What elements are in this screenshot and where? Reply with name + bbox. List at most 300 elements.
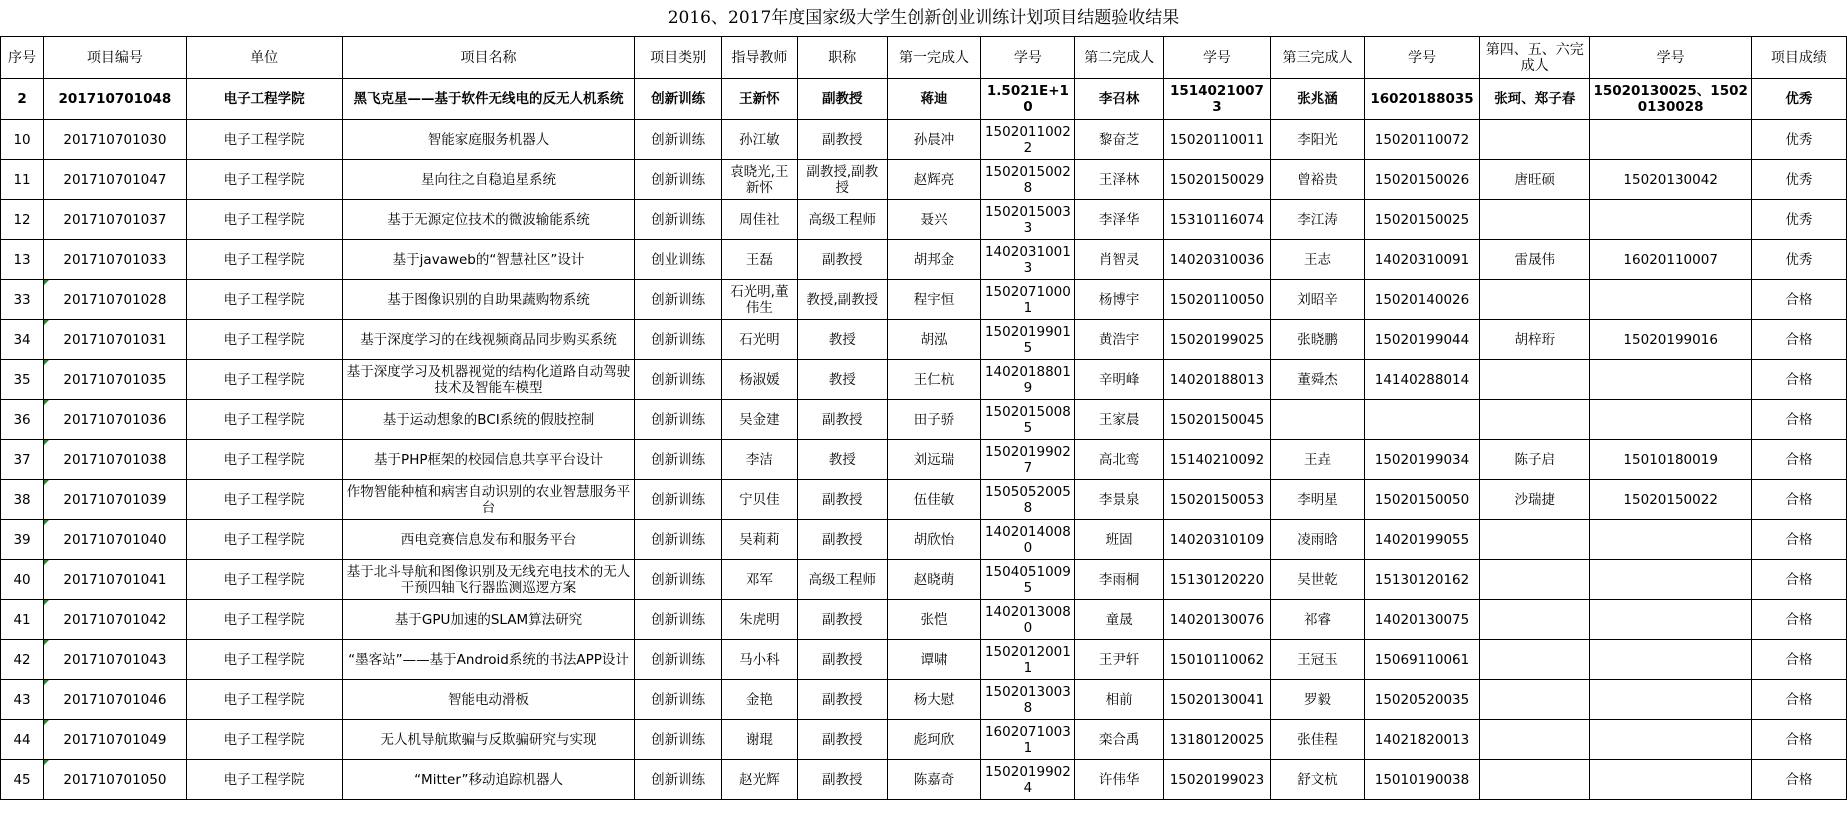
cell-project-id[interactable]: 201710701035 [44, 360, 187, 400]
cell-grade[interactable]: 合格 [1751, 360, 1846, 400]
cell-member3-id[interactable]: 14020130075 [1365, 600, 1480, 640]
cell-member2[interactable]: 许伟华 [1075, 760, 1163, 800]
cell-grade[interactable]: 优秀 [1751, 120, 1846, 160]
cell-member456[interactable] [1479, 360, 1590, 400]
cell-category[interactable]: 创新训练 [635, 400, 721, 440]
cell-title[interactable]: 高级工程师 [797, 200, 887, 240]
cell-member456[interactable] [1479, 560, 1590, 600]
cell-project-id[interactable]: 201710701048 [44, 79, 187, 120]
col-header-category[interactable]: 项目类别 [635, 37, 721, 79]
cell-grade[interactable]: 合格 [1751, 640, 1846, 680]
cell-member3[interactable] [1271, 400, 1365, 440]
cell-member2-id[interactable]: 15020150029 [1163, 160, 1270, 200]
cell-member456-id[interactable]: 15020130025、15020130028 [1590, 79, 1751, 120]
cell-project-id[interactable]: 201710701037 [44, 200, 187, 240]
cell-category[interactable]: 创业训练 [635, 240, 721, 280]
cell-project-name[interactable]: “墨客站”——基于Android系统的书法APP设计 [342, 640, 635, 680]
cell-member2[interactable]: 杨博宇 [1075, 280, 1163, 320]
cell-member456[interactable]: 沙瑞捷 [1479, 480, 1590, 520]
cell-advisor[interactable]: 金艳 [721, 680, 797, 720]
cell-member1[interactable]: 聂兴 [887, 200, 981, 240]
cell-project-id[interactable]: 201710701042 [44, 600, 187, 640]
cell-advisor[interactable]: 王磊 [721, 240, 797, 280]
cell-seq[interactable]: 43 [1, 680, 44, 720]
cell-member3[interactable]: 凌雨晗 [1271, 520, 1365, 560]
cell-project-name[interactable]: 无人机导航欺骗与反欺骗研究与实现 [342, 720, 635, 760]
cell-unit[interactable]: 电子工程学院 [186, 280, 342, 320]
cell-member3-id[interactable]: 15020140026 [1365, 280, 1480, 320]
cell-member3-id[interactable]: 15020150025 [1365, 200, 1480, 240]
cell-member1[interactable]: 伍佳敏 [887, 480, 981, 520]
cell-advisor[interactable]: 吴金建 [721, 400, 797, 440]
cell-member2-id[interactable]: 15020150053 [1163, 480, 1270, 520]
cell-project-id[interactable]: 201710701030 [44, 120, 187, 160]
col-header-seq[interactable]: 序号 [1, 37, 44, 79]
cell-project-name[interactable]: 基于运动想象的BCI系统的假肢控制 [342, 400, 635, 440]
cell-member1[interactable]: 胡邦金 [887, 240, 981, 280]
cell-project-id[interactable]: 201710701033 [44, 240, 187, 280]
cell-member456-id[interactable] [1590, 640, 1751, 680]
cell-member3-id[interactable] [1365, 400, 1480, 440]
cell-seq[interactable]: 44 [1, 720, 44, 760]
cell-member456-id[interactable]: 15020199016 [1590, 320, 1751, 360]
cell-member1[interactable]: 陈嘉奇 [887, 760, 981, 800]
cell-advisor[interactable]: 王新怀 [721, 79, 797, 120]
cell-member456[interactable] [1479, 720, 1590, 760]
cell-advisor[interactable]: 谢琨 [721, 720, 797, 760]
cell-member1-id[interactable]: 15020150028 [981, 160, 1075, 200]
cell-grade[interactable]: 合格 [1751, 280, 1846, 320]
cell-title[interactable]: 副教授 [797, 640, 887, 680]
cell-member2[interactable]: 班固 [1075, 520, 1163, 560]
cell-project-name[interactable]: 基于深度学习的在线视频商品同步购买系统 [342, 320, 635, 360]
cell-member2-id[interactable]: 15310116074 [1163, 200, 1270, 240]
cell-seq[interactable]: 34 [1, 320, 44, 360]
cell-project-id[interactable]: 201710701047 [44, 160, 187, 200]
cell-grade[interactable]: 合格 [1751, 480, 1846, 520]
cell-category[interactable]: 创新训练 [635, 160, 721, 200]
cell-seq[interactable]: 39 [1, 520, 44, 560]
cell-member2-id[interactable]: 14020130076 [1163, 600, 1270, 640]
cell-member1[interactable]: 彪珂欣 [887, 720, 981, 760]
cell-unit[interactable]: 电子工程学院 [186, 520, 342, 560]
cell-member2-id[interactable]: 15010110062 [1163, 640, 1270, 680]
cell-category[interactable]: 创新训练 [635, 760, 721, 800]
col-header-grade[interactable]: 项目成绩 [1751, 37, 1846, 79]
cell-member3-id[interactable]: 14021820013 [1365, 720, 1480, 760]
cell-member3-id[interactable]: 15010190038 [1365, 760, 1480, 800]
cell-member1-id[interactable]: 15020130038 [981, 680, 1075, 720]
cell-grade[interactable]: 合格 [1751, 440, 1846, 480]
cell-grade[interactable]: 合格 [1751, 760, 1846, 800]
cell-project-id[interactable]: 201710701039 [44, 480, 187, 520]
cell-title[interactable]: 副教授 [797, 720, 887, 760]
cell-unit[interactable]: 电子工程学院 [186, 560, 342, 600]
cell-project-id[interactable]: 201710701046 [44, 680, 187, 720]
cell-member2[interactable]: 李召林 [1075, 79, 1163, 120]
cell-project-id[interactable]: 201710701036 [44, 400, 187, 440]
cell-advisor[interactable]: 朱虎明 [721, 600, 797, 640]
cell-member1-id[interactable]: 15020150085 [981, 400, 1075, 440]
cell-title[interactable]: 副教授 [797, 120, 887, 160]
cell-member2[interactable]: 李泽华 [1075, 200, 1163, 240]
cell-member456-id[interactable]: 15020150022 [1590, 480, 1751, 520]
cell-member2[interactable]: 李雨桐 [1075, 560, 1163, 600]
col-header-member3-id[interactable]: 学号 [1365, 37, 1480, 79]
cell-title[interactable]: 教授 [797, 360, 887, 400]
cell-member456[interactable] [1479, 600, 1590, 640]
cell-title[interactable]: 副教授,副教授 [797, 160, 887, 200]
cell-grade[interactable]: 优秀 [1751, 160, 1846, 200]
cell-unit[interactable]: 电子工程学院 [186, 760, 342, 800]
cell-member1[interactable]: 赵晓萌 [887, 560, 981, 600]
cell-title[interactable]: 教授,副教授 [797, 280, 887, 320]
cell-member3[interactable]: 董舜杰 [1271, 360, 1365, 400]
cell-member2[interactable]: 王尹轩 [1075, 640, 1163, 680]
cell-unit[interactable]: 电子工程学院 [186, 360, 342, 400]
cell-member2-id[interactable]: 15140210092 [1163, 440, 1270, 480]
cell-member456[interactable]: 雷晟伟 [1479, 240, 1590, 280]
cell-category[interactable]: 创新训练 [635, 120, 721, 160]
cell-member1[interactable]: 胡泓 [887, 320, 981, 360]
cell-member456-id[interactable] [1590, 520, 1751, 560]
col-header-project-id[interactable]: 项目编号 [44, 37, 187, 79]
cell-member3[interactable]: 李江涛 [1271, 200, 1365, 240]
cell-title[interactable]: 副教授 [797, 760, 887, 800]
cell-seq[interactable]: 33 [1, 280, 44, 320]
cell-seq[interactable]: 2 [1, 79, 44, 120]
cell-member2[interactable]: 黎奋芝 [1075, 120, 1163, 160]
cell-advisor[interactable]: 孙江敏 [721, 120, 797, 160]
cell-grade[interactable]: 合格 [1751, 520, 1846, 560]
cell-member2-id[interactable]: 15140210073 [1163, 79, 1270, 120]
cell-member3-id[interactable]: 15020150026 [1365, 160, 1480, 200]
cell-member456[interactable] [1479, 640, 1590, 680]
cell-member1-id[interactable]: 15020120011 [981, 640, 1075, 680]
cell-member3-id[interactable]: 15069110061 [1365, 640, 1480, 680]
cell-member2-id[interactable]: 15020199025 [1163, 320, 1270, 360]
cell-unit[interactable]: 电子工程学院 [186, 640, 342, 680]
cell-member2-id[interactable]: 13180120025 [1163, 720, 1270, 760]
cell-title[interactable]: 副教授 [797, 240, 887, 280]
cell-member456[interactable] [1479, 520, 1590, 560]
cell-project-name[interactable]: “Mitter”移动追踪机器人 [342, 760, 635, 800]
cell-member456-id[interactable] [1590, 560, 1751, 600]
cell-member2[interactable]: 辛明峰 [1075, 360, 1163, 400]
cell-advisor[interactable]: 石光明 [721, 320, 797, 360]
cell-member456[interactable]: 胡梓珩 [1479, 320, 1590, 360]
cell-category[interactable]: 创新训练 [635, 680, 721, 720]
cell-project-id[interactable]: 201710701038 [44, 440, 187, 480]
cell-category[interactable]: 创新训练 [635, 560, 721, 600]
cell-category[interactable]: 创新训练 [635, 520, 721, 560]
cell-member456-id[interactable]: 16020110007 [1590, 240, 1751, 280]
cell-member1-id[interactable]: 15050520058 [981, 480, 1075, 520]
cell-project-name[interactable]: 智能电动滑板 [342, 680, 635, 720]
cell-member2[interactable]: 王家晨 [1075, 400, 1163, 440]
cell-member1-id[interactable]: 14020140080 [981, 520, 1075, 560]
cell-member2-id[interactable]: 15130120220 [1163, 560, 1270, 600]
cell-member456-id[interactable] [1590, 360, 1751, 400]
cell-member3-id[interactable]: 14020199055 [1365, 520, 1480, 560]
cell-member3-id[interactable]: 14140288014 [1365, 360, 1480, 400]
cell-member1[interactable]: 赵辉亮 [887, 160, 981, 200]
cell-project-name[interactable]: 基于javaweb的“智慧社区”设计 [342, 240, 635, 280]
cell-seq[interactable]: 12 [1, 200, 44, 240]
cell-member456[interactable]: 唐旺硕 [1479, 160, 1590, 200]
cell-member456[interactable] [1479, 680, 1590, 720]
cell-member1[interactable]: 王仁杭 [887, 360, 981, 400]
cell-member456-id[interactable] [1590, 400, 1751, 440]
cell-member3[interactable]: 张兆涵 [1271, 79, 1365, 120]
cell-seq[interactable]: 42 [1, 640, 44, 680]
cell-advisor[interactable]: 宁贝佳 [721, 480, 797, 520]
cell-unit[interactable]: 电子工程学院 [186, 600, 342, 640]
cell-title[interactable]: 副教授 [797, 480, 887, 520]
cell-member1-id[interactable]: 14020310013 [981, 240, 1075, 280]
cell-member456[interactable] [1479, 400, 1590, 440]
col-header-member3[interactable]: 第三完成人 [1271, 37, 1365, 79]
cell-member2-id[interactable]: 15020110011 [1163, 120, 1270, 160]
cell-advisor[interactable]: 赵光辉 [721, 760, 797, 800]
cell-unit[interactable]: 电子工程学院 [186, 480, 342, 520]
cell-member2[interactable]: 李景泉 [1075, 480, 1163, 520]
cell-unit[interactable]: 电子工程学院 [186, 120, 342, 160]
cell-member3[interactable]: 张晓鹏 [1271, 320, 1365, 360]
cell-member1[interactable]: 张恺 [887, 600, 981, 640]
cell-seq[interactable]: 13 [1, 240, 44, 280]
cell-title[interactable]: 高级工程师 [797, 560, 887, 600]
cell-project-name[interactable]: 星向往之自稳追星系统 [342, 160, 635, 200]
cell-seq[interactable]: 38 [1, 480, 44, 520]
cell-advisor[interactable]: 杨淑媛 [721, 360, 797, 400]
cell-member2[interactable]: 栾合禹 [1075, 720, 1163, 760]
cell-title[interactable]: 副教授 [797, 680, 887, 720]
cell-member456-id[interactable] [1590, 760, 1751, 800]
cell-member1-id[interactable]: 14020188019 [981, 360, 1075, 400]
cell-member2[interactable]: 相前 [1075, 680, 1163, 720]
cell-unit[interactable]: 电子工程学院 [186, 240, 342, 280]
cell-category[interactable]: 创新训练 [635, 480, 721, 520]
cell-member1[interactable]: 田子骄 [887, 400, 981, 440]
cell-grade[interactable]: 合格 [1751, 400, 1846, 440]
cell-member1[interactable]: 胡欣怡 [887, 520, 981, 560]
cell-grade[interactable]: 优秀 [1751, 240, 1846, 280]
cell-member1[interactable]: 刘远瑞 [887, 440, 981, 480]
col-header-member1[interactable]: 第一完成人 [887, 37, 981, 79]
cell-category[interactable]: 创新训练 [635, 360, 721, 400]
cell-project-id[interactable]: 201710701041 [44, 560, 187, 600]
cell-category[interactable]: 创新训练 [635, 280, 721, 320]
cell-unit[interactable]: 电子工程学院 [186, 79, 342, 120]
cell-category[interactable]: 创新训练 [635, 200, 721, 240]
cell-seq[interactable]: 40 [1, 560, 44, 600]
cell-category[interactable]: 创新训练 [635, 640, 721, 680]
cell-member3[interactable]: 罗毅 [1271, 680, 1365, 720]
cell-advisor[interactable]: 李洁 [721, 440, 797, 480]
col-header-title[interactable]: 职称 [797, 37, 887, 79]
cell-project-name[interactable]: 基于GPU加速的SLAM算法研究 [342, 600, 635, 640]
cell-unit[interactable]: 电子工程学院 [186, 720, 342, 760]
cell-project-id[interactable]: 201710701028 [44, 280, 187, 320]
cell-member456-id[interactable] [1590, 720, 1751, 760]
cell-unit[interactable]: 电子工程学院 [186, 200, 342, 240]
col-header-advisor[interactable]: 指导教师 [721, 37, 797, 79]
cell-member456[interactable] [1479, 120, 1590, 160]
cell-member2[interactable]: 高北鸾 [1075, 440, 1163, 480]
cell-member1[interactable]: 杨大慰 [887, 680, 981, 720]
cell-title[interactable]: 教授 [797, 440, 887, 480]
cell-project-id[interactable]: 201710701050 [44, 760, 187, 800]
cell-grade[interactable]: 合格 [1751, 600, 1846, 640]
cell-title[interactable]: 副教授 [797, 79, 887, 120]
cell-title[interactable]: 副教授 [797, 520, 887, 560]
cell-member3-id[interactable]: 15130120162 [1365, 560, 1480, 600]
cell-member3[interactable]: 李明星 [1271, 480, 1365, 520]
cell-member2-id[interactable]: 14020188013 [1163, 360, 1270, 400]
cell-member1[interactable]: 孙晨冲 [887, 120, 981, 160]
cell-unit[interactable]: 电子工程学院 [186, 680, 342, 720]
cell-member2[interactable]: 肖智灵 [1075, 240, 1163, 280]
cell-member1-id[interactable]: 15020199024 [981, 760, 1075, 800]
cell-category[interactable]: 创新训练 [635, 79, 721, 120]
col-header-member1-id[interactable]: 学号 [981, 37, 1075, 79]
cell-project-name[interactable]: 基于北斗导航和图像识别及无线充电技术的无人干预四轴飞行器监测巡逻方案 [342, 560, 635, 600]
cell-project-id[interactable]: 201710701049 [44, 720, 187, 760]
cell-member456-id[interactable]: 15020130042 [1590, 160, 1751, 200]
cell-member456-id[interactable] [1590, 200, 1751, 240]
cell-member456[interactable]: 张珂、郑子春 [1479, 79, 1590, 120]
cell-project-name[interactable]: 黑飞克星——基于软件无线电的反无人机系统 [342, 79, 635, 120]
cell-unit[interactable]: 电子工程学院 [186, 400, 342, 440]
cell-unit[interactable]: 电子工程学院 [186, 160, 342, 200]
cell-project-name[interactable]: 智能家庭服务机器人 [342, 120, 635, 160]
cell-member2[interactable]: 童晟 [1075, 600, 1163, 640]
cell-advisor[interactable]: 吴莉莉 [721, 520, 797, 560]
cell-member3-id[interactable]: 15020199034 [1365, 440, 1480, 480]
cell-member3[interactable]: 刘昭辛 [1271, 280, 1365, 320]
cell-member2-id[interactable]: 15020150045 [1163, 400, 1270, 440]
cell-member456-id[interactable]: 15010180019 [1590, 440, 1751, 480]
cell-project-name[interactable]: 作物智能种植和病害自动识别的农业智慧服务平台 [342, 480, 635, 520]
cell-member1[interactable]: 程宇恒 [887, 280, 981, 320]
cell-member456-id[interactable] [1590, 600, 1751, 640]
cell-category[interactable]: 创新训练 [635, 600, 721, 640]
cell-seq[interactable]: 35 [1, 360, 44, 400]
cell-project-name[interactable]: 基于无源定位技术的微波输能系统 [342, 200, 635, 240]
cell-advisor[interactable]: 马小科 [721, 640, 797, 680]
cell-member2-id[interactable]: 15020199023 [1163, 760, 1270, 800]
cell-member1-id[interactable]: 15040510095 [981, 560, 1075, 600]
cell-advisor[interactable]: 周佳社 [721, 200, 797, 240]
cell-advisor[interactable]: 石光明,董伟生 [721, 280, 797, 320]
cell-member3-id[interactable]: 15020520035 [1365, 680, 1480, 720]
col-header-member2[interactable]: 第二完成人 [1075, 37, 1163, 79]
cell-category[interactable]: 创新训练 [635, 320, 721, 360]
cell-member1-id[interactable]: 15020199015 [981, 320, 1075, 360]
cell-member1-id[interactable]: 16020710031 [981, 720, 1075, 760]
cell-project-name[interactable]: 基于深度学习及机器视觉的结构化道路自动驾驶技术及智能车模型 [342, 360, 635, 400]
cell-member1-id[interactable]: 14020130080 [981, 600, 1075, 640]
col-header-member2-id[interactable]: 学号 [1163, 37, 1270, 79]
cell-title[interactable]: 副教授 [797, 600, 887, 640]
cell-member2-id[interactable]: 14020310036 [1163, 240, 1270, 280]
cell-project-name[interactable]: 基于PHP框架的校园信息共享平台设计 [342, 440, 635, 480]
cell-member1-id[interactable]: 15020110022 [981, 120, 1075, 160]
cell-project-id[interactable]: 201710701043 [44, 640, 187, 680]
cell-seq[interactable]: 37 [1, 440, 44, 480]
cell-member3[interactable]: 王志 [1271, 240, 1365, 280]
cell-unit[interactable]: 电子工程学院 [186, 440, 342, 480]
cell-member1-id[interactable]: 1.5021E+10 [981, 79, 1075, 120]
cell-member2-id[interactable]: 15020110050 [1163, 280, 1270, 320]
cell-member1-id[interactable]: 15020710001 [981, 280, 1075, 320]
cell-project-name[interactable]: 基于图像识别的自助果蔬购物系统 [342, 280, 635, 320]
cell-grade[interactable]: 合格 [1751, 680, 1846, 720]
cell-member1[interactable]: 谭啸 [887, 640, 981, 680]
cell-project-id[interactable]: 201710701040 [44, 520, 187, 560]
cell-member3-id[interactable]: 14020310091 [1365, 240, 1480, 280]
cell-grade[interactable]: 合格 [1751, 720, 1846, 760]
cell-member1[interactable]: 蒋迪 [887, 79, 981, 120]
cell-title[interactable]: 教授 [797, 320, 887, 360]
cell-advisor[interactable]: 袁晓光,王新怀 [721, 160, 797, 200]
cell-member3[interactable]: 祁睿 [1271, 600, 1365, 640]
cell-member1-id[interactable]: 15020199027 [981, 440, 1075, 480]
cell-member456-id[interactable] [1590, 120, 1751, 160]
cell-grade[interactable]: 合格 [1751, 560, 1846, 600]
cell-member456-id[interactable] [1590, 280, 1751, 320]
cell-member2[interactable]: 黄浩宇 [1075, 320, 1163, 360]
cell-seq[interactable]: 11 [1, 160, 44, 200]
cell-member3[interactable]: 王垚 [1271, 440, 1365, 480]
col-header-member456[interactable]: 第四、五、六完成人 [1479, 37, 1590, 79]
cell-member1-id[interactable]: 15020150033 [981, 200, 1075, 240]
cell-member456[interactable] [1479, 760, 1590, 800]
cell-seq[interactable]: 41 [1, 600, 44, 640]
cell-member3[interactable]: 王冠玉 [1271, 640, 1365, 680]
cell-seq[interactable]: 45 [1, 760, 44, 800]
cell-grade[interactable]: 优秀 [1751, 200, 1846, 240]
cell-member3-id[interactable]: 15020150050 [1365, 480, 1480, 520]
cell-member3[interactable]: 舒文杭 [1271, 760, 1365, 800]
cell-member456[interactable] [1479, 280, 1590, 320]
cell-member3[interactable]: 张佳程 [1271, 720, 1365, 760]
cell-grade[interactable]: 优秀 [1751, 79, 1846, 120]
cell-seq[interactable]: 36 [1, 400, 44, 440]
cell-member2[interactable]: 王泽林 [1075, 160, 1163, 200]
cell-project-name[interactable]: 西电竞赛信息发布和服务平台 [342, 520, 635, 560]
col-header-unit[interactable]: 单位 [186, 37, 342, 79]
cell-member3-id[interactable]: 15020110072 [1365, 120, 1480, 160]
cell-member3[interactable]: 曾裕贵 [1271, 160, 1365, 200]
cell-category[interactable]: 创新训练 [635, 440, 721, 480]
cell-seq[interactable]: 10 [1, 120, 44, 160]
cell-member456[interactable]: 陈子启 [1479, 440, 1590, 480]
cell-advisor[interactable]: 邓军 [721, 560, 797, 600]
cell-project-id[interactable]: 201710701031 [44, 320, 187, 360]
cell-member456[interactable] [1479, 200, 1590, 240]
cell-member3[interactable]: 吴世乾 [1271, 560, 1365, 600]
cell-member456-id[interactable] [1590, 680, 1751, 720]
cell-title[interactable]: 副教授 [797, 400, 887, 440]
cell-member2-id[interactable]: 15020130041 [1163, 680, 1270, 720]
cell-member3-id[interactable]: 15020199044 [1365, 320, 1480, 360]
cell-member2-id[interactable]: 14020310109 [1163, 520, 1270, 560]
col-header-project-name[interactable]: 项目名称 [342, 37, 635, 79]
cell-member3[interactable]: 李阳光 [1271, 120, 1365, 160]
cell-member3-id[interactable]: 16020188035 [1365, 79, 1480, 120]
